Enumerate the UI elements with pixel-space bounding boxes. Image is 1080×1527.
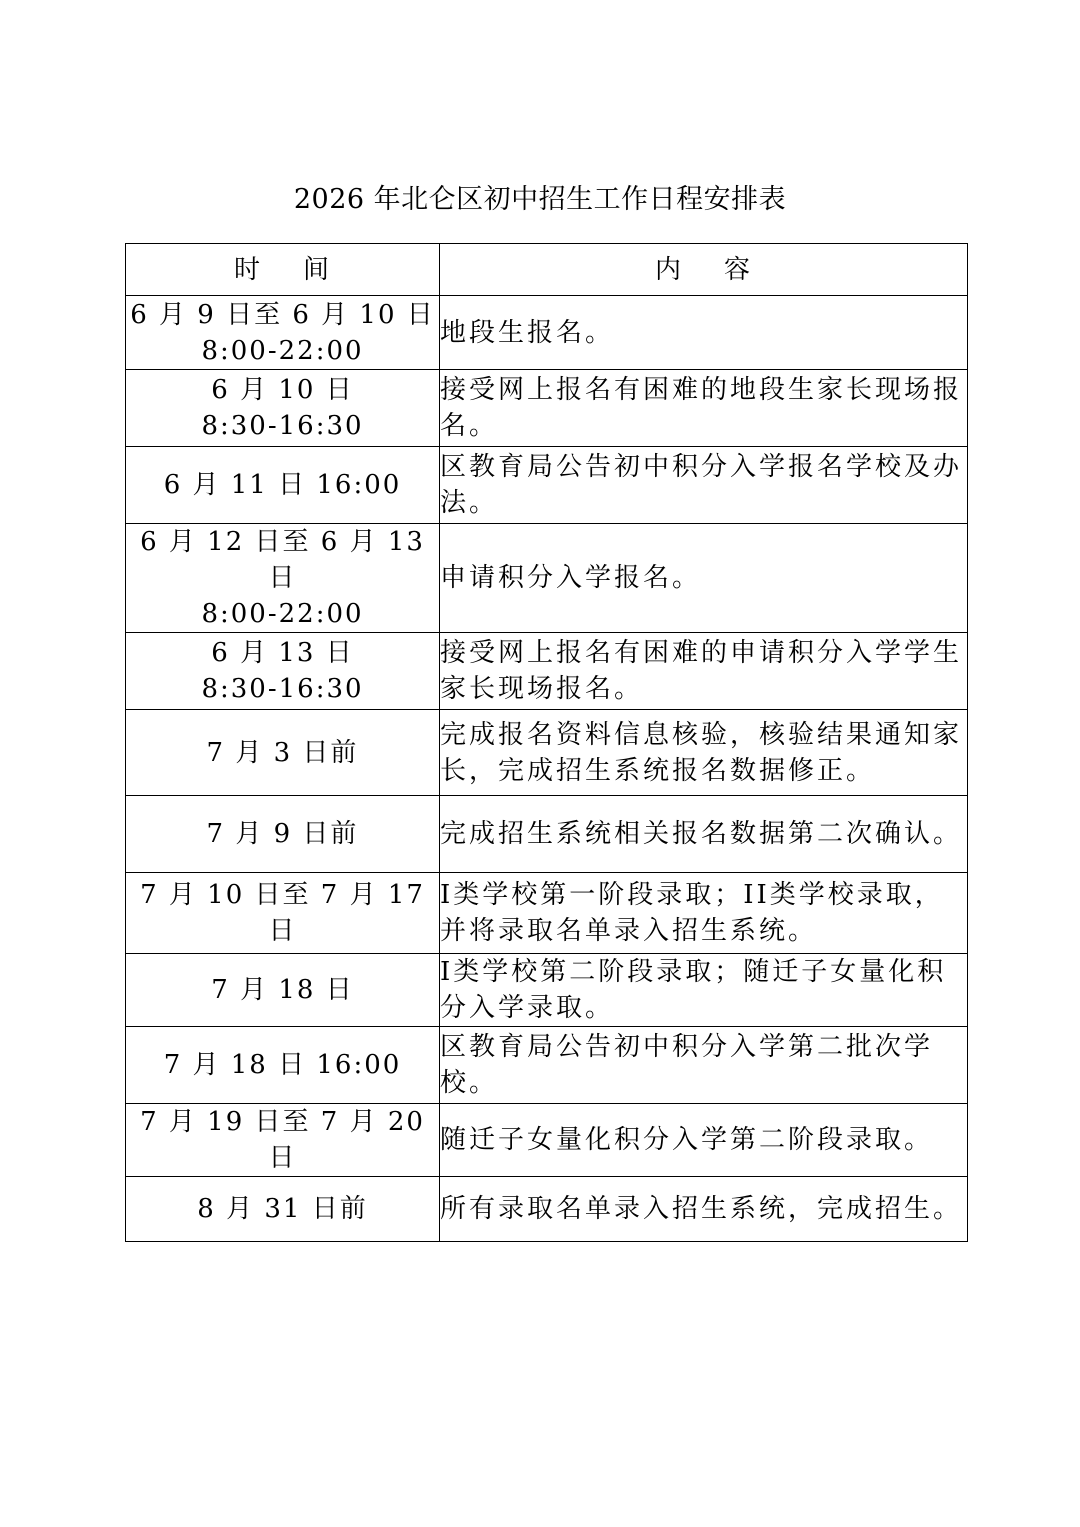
- table-row: [126, 524, 968, 633]
- time-cell: 8 月 31 日前: [126, 1177, 440, 1242]
- content-cell: 接受网上报名有困难的地段生家长现场报名。: [440, 370, 968, 447]
- content-cell: 完成招生系统相关报名数据第二次确认。: [440, 796, 968, 873]
- table-row: [126, 1104, 968, 1177]
- time-cell: 6 月 11 日 16:00: [126, 447, 440, 524]
- time-cell: 7 月 9 日前: [126, 796, 440, 873]
- content-cell: 地段生报名。: [440, 296, 968, 370]
- time-cell: 6 月 9 日至 6 月 10 日 8:00-22:00: [126, 296, 440, 370]
- content-cell: 区教育局公告初中积分入学第二批次学校。: [440, 1027, 968, 1104]
- content-cell: 接受网上报名有困难的申请积分入学学生家长现场报名。: [440, 633, 968, 710]
- time-cell: 6 月 12 日至 6 月 13 日 8:00-22:00: [126, 524, 440, 633]
- time-cell: 6 月 10 日 8:30-16:30: [126, 370, 440, 447]
- header-time: 时 间: [126, 244, 440, 296]
- table-header-row: [126, 244, 968, 296]
- time-cell: 7 月 10 日至 7 月 17 日: [126, 873, 440, 954]
- document-title: 2026 年北仑区初中招生工作日程安排表: [293, 184, 787, 215]
- content-cell: 区教育局公告初中积分入学报名学校及办法。: [440, 447, 968, 524]
- time-cell: 7 月 18 日: [126, 954, 440, 1027]
- time-cell: 7 月 18 日 16:00: [126, 1027, 440, 1104]
- table-row: [126, 633, 968, 710]
- table-row: [126, 873, 968, 954]
- table-row: [126, 710, 968, 796]
- table-row: [126, 370, 968, 447]
- content-cell: 申请积分入学报名。: [440, 524, 968, 633]
- table-row: [126, 1177, 968, 1242]
- content-cell: 所有录取名单录入招生系统，完成招生。: [440, 1177, 968, 1242]
- content-cell: I类学校第一阶段录取；II类学校录取，并将录取名单录入招生系统。: [440, 873, 968, 954]
- time-cell: 7 月 19 日至 7 月 20 日: [126, 1104, 440, 1177]
- header-content: 内 容: [440, 244, 968, 296]
- table-row: [126, 796, 968, 873]
- content-cell: 完成报名资料信息核验，核验结果通知家长，完成招生系统报名数据修正。: [440, 710, 968, 796]
- time-cell: 6 月 13 日 8:30-16:30: [126, 633, 440, 710]
- table-row: [126, 296, 968, 370]
- content-cell: 随迁子女量化积分入学第二阶段录取。: [440, 1104, 968, 1177]
- table-row: [126, 954, 968, 1027]
- table-row: [126, 447, 968, 524]
- schedule-table: [125, 243, 968, 1242]
- time-cell: 7 月 3 日前: [126, 710, 440, 796]
- table-row: [126, 1027, 968, 1104]
- content-cell: I类学校第二阶段录取；随迁子女量化积分入学录取。: [440, 954, 968, 1027]
